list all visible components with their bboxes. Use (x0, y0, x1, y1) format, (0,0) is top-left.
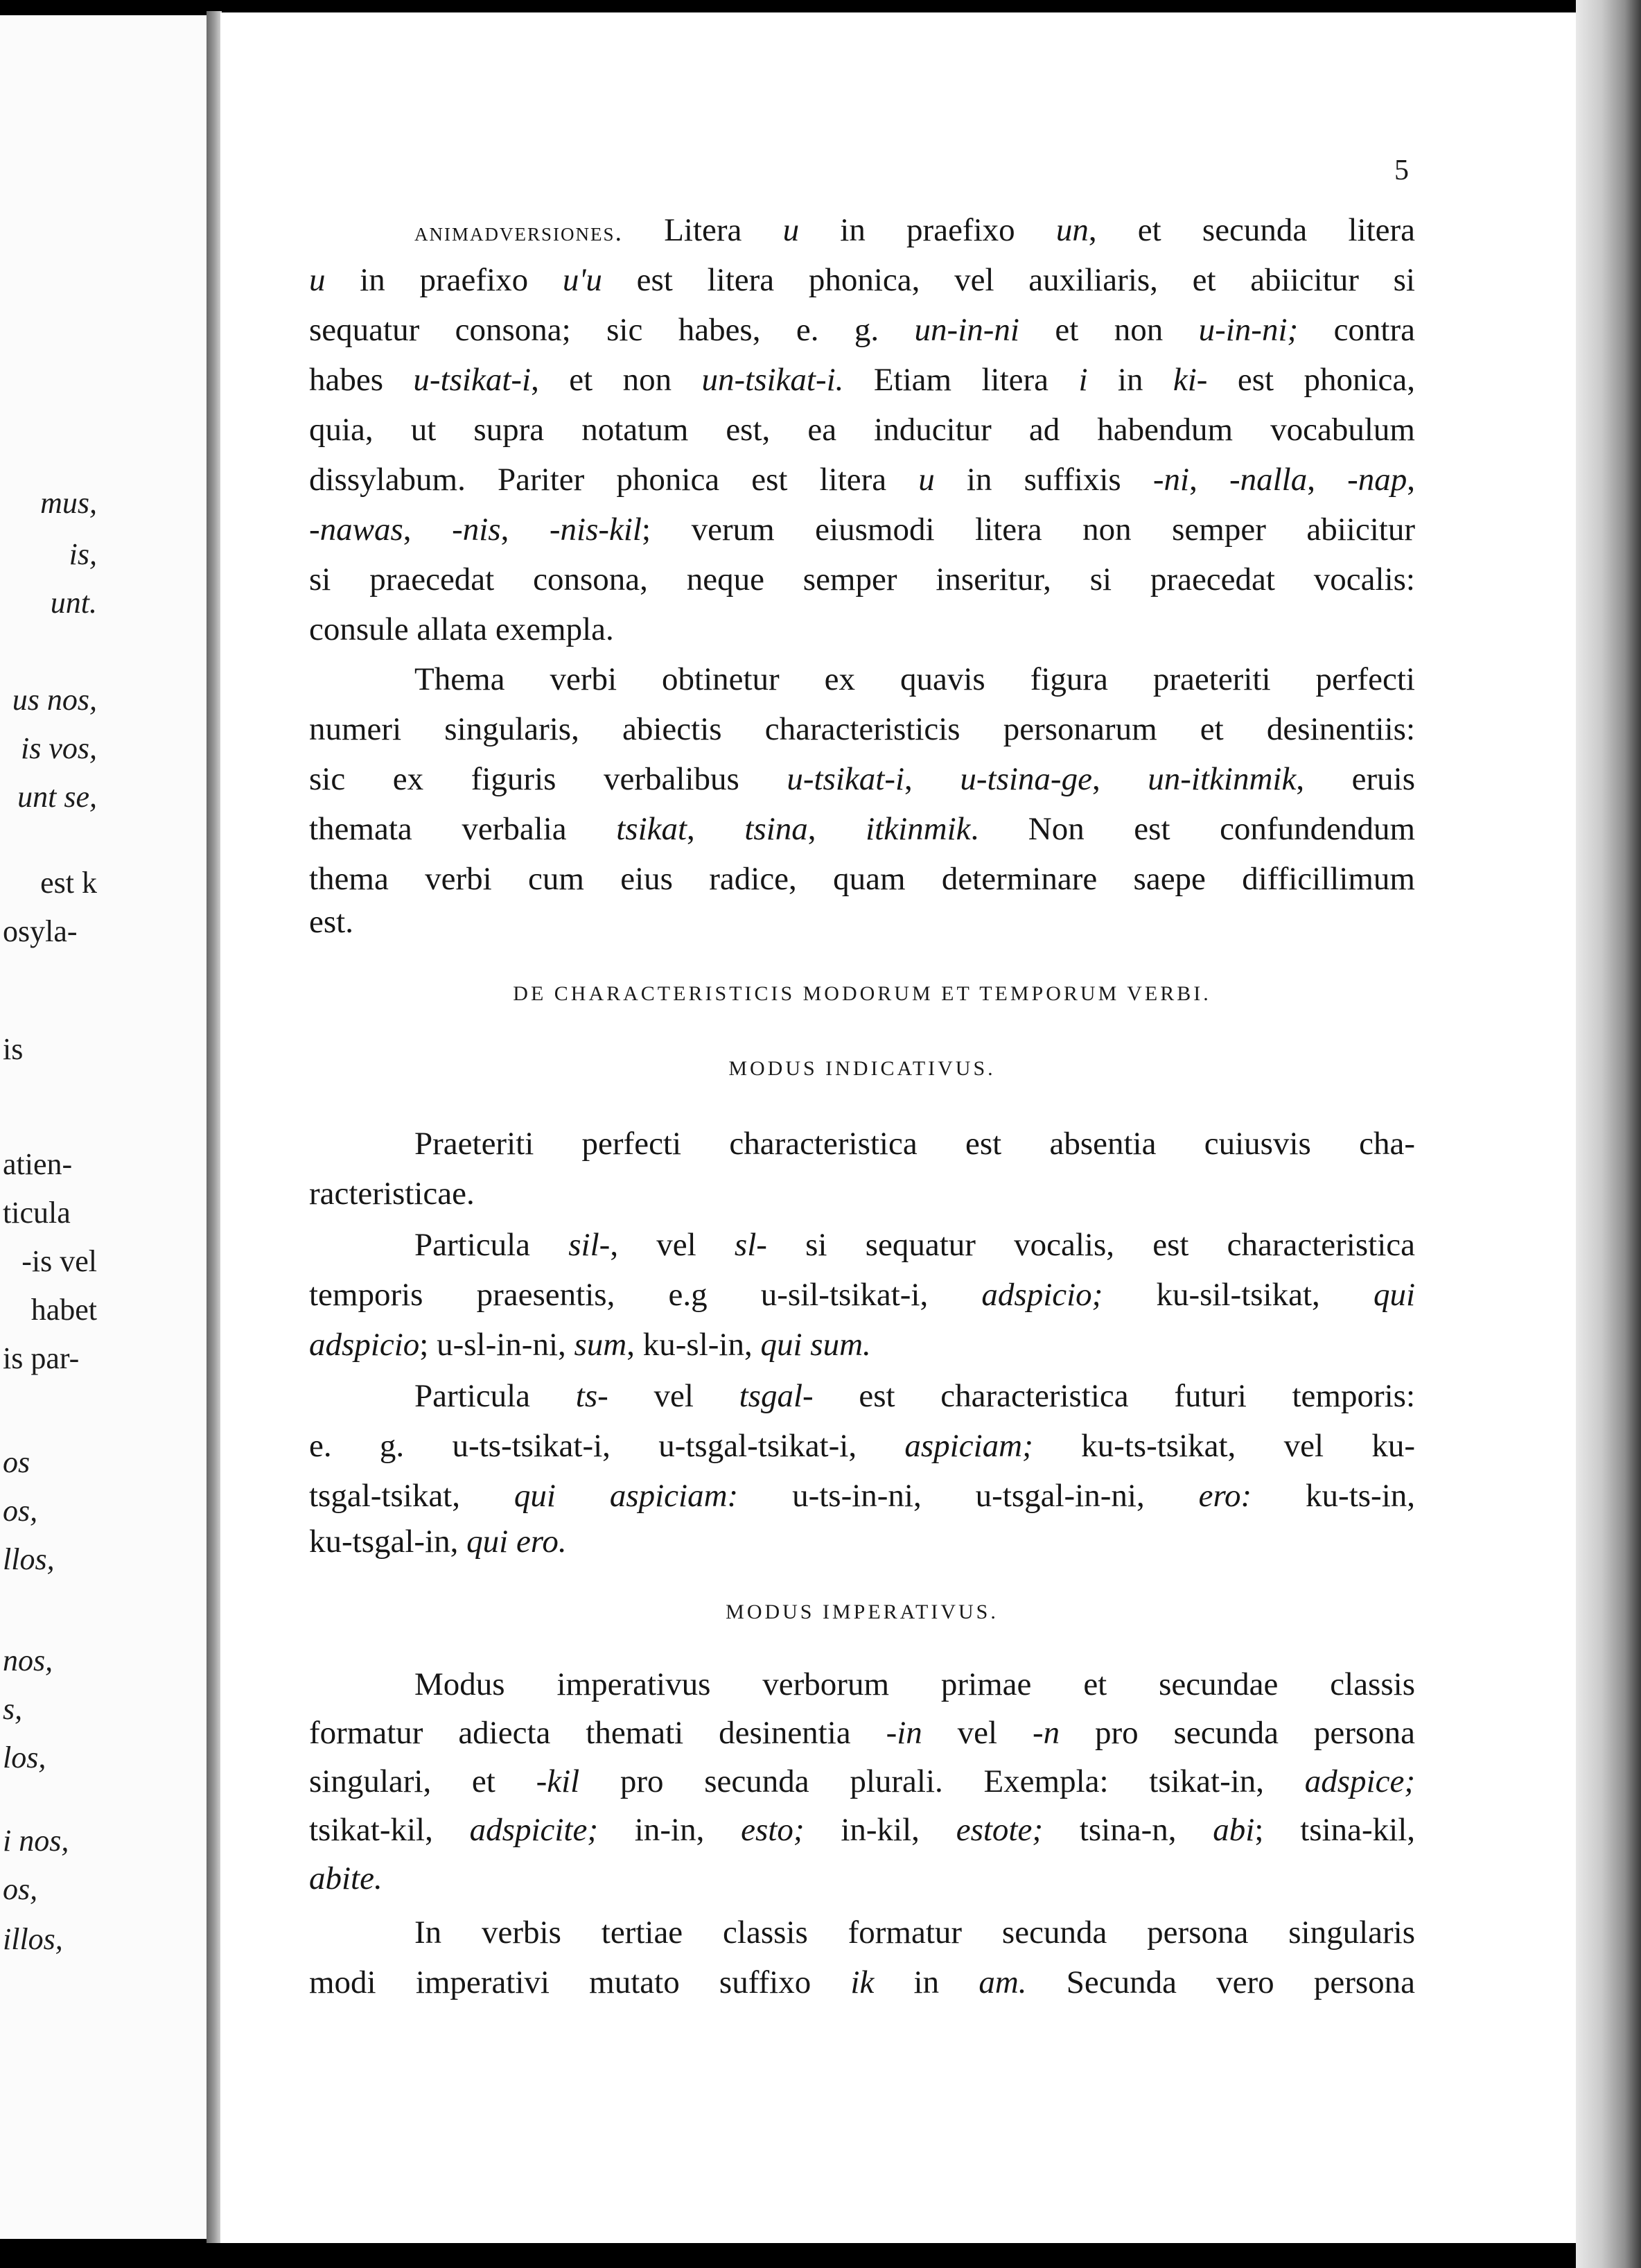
italic-text: u'u (562, 262, 602, 298)
text-line (309, 1270, 1415, 1320)
text-segment: tsina-n, (1043, 1812, 1213, 1848)
text-segment: , (500, 512, 550, 548)
italic-text: tsikat (616, 811, 687, 847)
italic-text: -nalla (1229, 462, 1308, 498)
italic-text: u-tsikat-i (787, 761, 905, 797)
left-fragment: nos, (3, 1643, 53, 1677)
italic-text: -n (1032, 1715, 1060, 1751)
left-fragment: ticula (3, 1196, 71, 1230)
italic-text: qui aspiciam: (514, 1478, 739, 1514)
text-segment: modi imperativi mutato suffixo (309, 1964, 851, 2000)
text-segment: , (1307, 462, 1348, 498)
text-segment: si sequatur vocalis, est characteristica (766, 1227, 1415, 1263)
text-segment: Thema verbi obtinetur ex quavis figura praeteriti perfecti (414, 661, 1415, 697)
italic-text: u-in-ni; (1198, 312, 1299, 348)
text-line (309, 1421, 1415, 1471)
left-fragment: is, (69, 537, 97, 571)
italic-text: qui sum. (760, 1327, 871, 1363)
text-line (414, 1908, 1415, 1957)
text-segment: , (904, 761, 960, 797)
text-segment: , et secunda litera (1088, 212, 1416, 248)
text-line (309, 1756, 1415, 1806)
text-segment: numeri singularis, abiectis characteristicis personarum et desinentiis: (309, 711, 1415, 747)
text-segment: in suffixis (934, 462, 1153, 498)
text-segment: In verbis tertiae classis formatur secunda persona singularis (414, 1914, 1415, 1951)
text-segment: quia, ut supra notatum est, ea inducitur ad habendum vocabulum (309, 412, 1415, 448)
text-segment: ku-ts-in, (1252, 1478, 1415, 1514)
text-segment: thema verbi cum eius radice, quam determinare saepe difficillimum (309, 861, 1415, 897)
text-segment: si praecedat consona, neque semper inseritur, si praecedat vocalis: (309, 561, 1415, 597)
text-segment: vel (608, 1378, 739, 1414)
smallcaps-text: animadversiones. (414, 218, 624, 247)
italic-text: sl- (734, 1227, 767, 1263)
italic-text: aspiciam; (904, 1428, 1033, 1464)
italic-text: u-tsikat-i (413, 362, 532, 398)
text-segment: ; tsina-kil, (1254, 1812, 1416, 1848)
text-segment: Particula (414, 1227, 569, 1263)
left-fragment: us nos, (12, 683, 97, 717)
text-line (309, 1957, 1415, 2007)
text-segment: Praeteriti perfecti characteristica est absentia cuiusvis cha- (414, 1126, 1415, 1162)
text-segment: , et non (531, 362, 702, 398)
italic-text: -nis (452, 512, 501, 548)
italic-text: sum (574, 1327, 627, 1363)
italic-text: ts- (575, 1378, 608, 1414)
left-fragment: osyla- (3, 914, 78, 948)
subsection-heading: MODUS IMPERATIVUS. (726, 1600, 999, 1623)
left-page-fragment (0, 15, 209, 2239)
left-fragment: unt se, (17, 780, 97, 814)
text-line (309, 355, 1415, 405)
left-fragment: i nos, (3, 1824, 69, 1858)
italic-text: -nawas (309, 512, 403, 548)
text-segment: ku-tsgal-in, (309, 1524, 467, 1560)
text-segment: tsikat-kil, (309, 1812, 470, 1848)
text-line (309, 1517, 1415, 1567)
text-segment: in (1087, 362, 1173, 398)
text-line (309, 1320, 1415, 1370)
italic-text: adspicite; (469, 1812, 598, 1848)
page-number: 5 (1394, 155, 1409, 186)
text-line (309, 1805, 1415, 1855)
italic-text: adspicio; (981, 1277, 1103, 1313)
book-gutter (207, 11, 222, 2243)
text-segment: Etiam litera (843, 362, 1079, 398)
italic-text: un-tsikat-i. (701, 362, 844, 398)
text-segment: in-in, (598, 1812, 741, 1848)
text-segment: est litera phonica, vel auxiliaris, et abiicitur si (602, 262, 1415, 298)
italic-text: adspice; (1304, 1763, 1415, 1799)
text-line (309, 1169, 1415, 1219)
left-fragment: atien- (3, 1147, 73, 1181)
text-line (309, 305, 1415, 355)
text-segment: , (1091, 761, 1148, 797)
text-line (309, 804, 1415, 854)
text-segment: vel (922, 1715, 1033, 1751)
text-segment: tsgal-tsikat, (309, 1478, 514, 1514)
left-fragment: llos, (3, 1542, 55, 1576)
left-fragment: os, (3, 1872, 38, 1906)
text-segment: formatur adiecta themati desinentia (309, 1715, 886, 1751)
text-line (309, 604, 1415, 654)
text-segment: in (874, 1964, 979, 2000)
italic-text: tsgal- (739, 1378, 814, 1414)
italic-text: am. (979, 1964, 1027, 2000)
text-segment: . Non est confundendum (970, 811, 1415, 847)
text-line (309, 1708, 1415, 1758)
text-segment: ; u-sl-in-ni, (419, 1327, 574, 1363)
text-segment: consule allata exempla. (309, 611, 614, 647)
left-fragment: is vos, (21, 731, 97, 765)
text-segment: , vel (610, 1227, 735, 1263)
text-segment: e. g. u-ts-tsikat-i, u-tsgal-tsikat-i, (309, 1428, 905, 1464)
text-segment: in-kil, (804, 1812, 956, 1848)
text-segment: est. (309, 904, 353, 940)
italic-text: -in (886, 1715, 922, 1751)
text-segment: temporis praesentis, e.g u-sil-tsikat-i, (309, 1277, 982, 1313)
text-line (309, 754, 1415, 804)
italic-text: un-itkinmik (1148, 761, 1297, 797)
italic-text: abi (1213, 1812, 1255, 1848)
text-segment: , (403, 512, 453, 548)
italic-text: adspicio (309, 1327, 420, 1363)
text-segment: est characteristica futuri temporis: (813, 1378, 1416, 1414)
text-segment: sequatur consona; sic habes, e. g. (309, 312, 915, 348)
text-line (414, 1119, 1415, 1169)
left-fragment: habet (30, 1293, 97, 1327)
italic-text: qui (1373, 1277, 1415, 1313)
italic-text: -ni (1152, 462, 1190, 498)
text-line (414, 1659, 1415, 1709)
text-segment: Particula (414, 1378, 576, 1414)
text-line (309, 897, 1415, 947)
left-fragment: -is vel (21, 1244, 97, 1278)
italic-text: estote; (956, 1812, 1043, 1848)
italic-text: itkinmik (866, 811, 971, 847)
text-segment: habes (309, 362, 414, 398)
text-line (309, 704, 1415, 754)
italic-text: ero: (1198, 1478, 1252, 1514)
text-line (309, 405, 1415, 455)
text-line (414, 1371, 1415, 1421)
left-fragment: mus, (40, 486, 97, 520)
italic-text: abite. (309, 1860, 383, 1896)
text-segment: ku-ts-tsikat, vel ku- (1033, 1428, 1415, 1464)
text-segment: sic ex figuris verbalibus (309, 761, 787, 797)
text-segment: Modus imperativus verborum primae et secundae classis (414, 1666, 1415, 1702)
text-segment: ku-sil-tsikat, (1103, 1277, 1374, 1313)
text-segment: , (1189, 462, 1229, 498)
section-heading: DE CHARACTERISTICIS MODORUM ET TEMPORUM VERBI. (513, 982, 1211, 1005)
left-fragment: is par- (3, 1341, 80, 1375)
text-segment: Litera (623, 212, 783, 248)
left-fragment: illos, (3, 1922, 63, 1956)
page-edge-shadow (1576, 0, 1641, 2268)
italic-text: -nis-kil (549, 512, 642, 548)
italic-text: i (1078, 362, 1088, 398)
left-fragment: is (3, 1032, 24, 1066)
left-fragment: los, (3, 1741, 46, 1774)
text-segment: , eruis (1296, 761, 1416, 797)
italic-text: ik (850, 1964, 875, 2000)
text-segment: u-ts-in-ni, u-tsgal-in-ni, (738, 1478, 1199, 1514)
italic-text: sil- (568, 1227, 611, 1263)
text-line (309, 505, 1415, 555)
italic-text: u (782, 212, 800, 248)
text-segment: contra (1298, 312, 1416, 348)
text-line (309, 455, 1415, 505)
text-segment: dissylabum. Pariter phonica est litera (309, 462, 919, 498)
text-segment: in praefixo (325, 262, 563, 298)
text-segment: pro secunda persona (1060, 1715, 1415, 1751)
left-fragment: os, (3, 1494, 38, 1528)
subsection-heading: MODUS INDICATIVUS. (728, 1057, 996, 1080)
italic-text: un (1055, 212, 1089, 248)
left-fragment: est k (40, 866, 97, 900)
italic-text: esto; (741, 1812, 805, 1848)
italic-text: u-tsina-ge (960, 761, 1092, 797)
left-fragment: os (3, 1445, 30, 1479)
text-segment: racteristicae. (309, 1176, 475, 1212)
text-segment: , (1407, 462, 1416, 498)
italic-text: un-in-ni (914, 312, 1019, 348)
text-segment: themata verbalia (309, 811, 617, 847)
text-segment: et non (1019, 312, 1199, 348)
left-fragment: unt. (50, 586, 97, 620)
italic-text: u (918, 462, 935, 498)
text-segment: est phonica, (1207, 362, 1416, 398)
left-fragment: s, (3, 1692, 23, 1726)
text-line (309, 555, 1415, 604)
text-line (414, 654, 1415, 704)
text-line (309, 255, 1415, 305)
text-line (414, 205, 1415, 255)
text-line (414, 1220, 1415, 1270)
text-segment: Secunda vero persona (1026, 1964, 1416, 2000)
italic-text: u (309, 262, 326, 298)
text-segment: singulari, et (309, 1763, 536, 1799)
italic-text: qui ero. (466, 1524, 567, 1560)
italic-text: ki- (1173, 362, 1208, 398)
italic-text: -nap (1347, 462, 1407, 498)
text-line (309, 1471, 1415, 1521)
text-segment: , (807, 811, 866, 847)
text-line (309, 1853, 1415, 1903)
text-segment: ; verum eiusmodi litera non semper abiicitur (642, 512, 1415, 548)
text-segment: , ku-sl-in, (626, 1327, 761, 1363)
text-segment: pro secunda plurali. Exempla: tsikat-in, (579, 1763, 1305, 1799)
italic-text: tsina (744, 811, 808, 847)
italic-text: -kil (536, 1763, 580, 1799)
text-segment: in praefixo (799, 212, 1056, 248)
text-segment: , (687, 811, 745, 847)
